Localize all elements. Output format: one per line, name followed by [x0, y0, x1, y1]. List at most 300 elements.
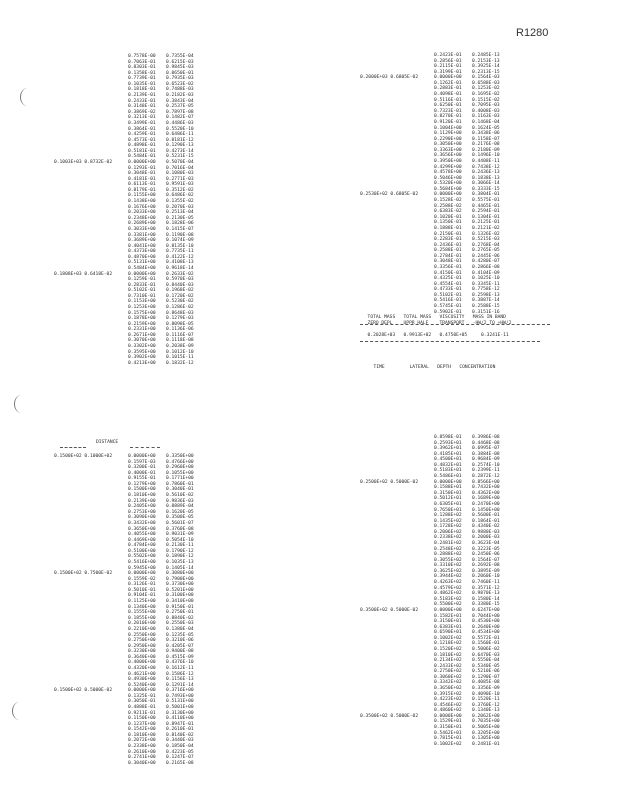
concentration-value: 0.3843E-04 — [166, 98, 194, 104]
position-value: 0.0000E+00 — [128, 571, 156, 577]
concentration-value: 0.1340E-13 — [472, 708, 500, 714]
position-value: 0.1340E+00 — [128, 604, 156, 610]
position-value: 0.2159E+00 — [128, 321, 156, 327]
concentration-value: 0.3380E-15 — [472, 602, 500, 608]
position-value: 0.5902E-01 — [434, 309, 462, 315]
concentration-value: 0.1838E-13 — [472, 175, 500, 181]
position-value: 0.1293E-01 — [128, 165, 156, 171]
concentration-value: 0.2000E-03 — [472, 535, 500, 541]
concentration-value: 0.3760E-08 — [166, 526, 194, 532]
position-value: 0.3595E+00 — [128, 349, 156, 355]
position-value: 0.1262E-01 — [434, 80, 462, 86]
position-value: 0.5181E-01 — [128, 148, 156, 154]
concentration-value: 0.6215E-03 — [166, 59, 194, 65]
data-block-top-left — [54, 54, 194, 366]
concentration-value: 0.9870E-13 — [472, 591, 500, 597]
position-value: 0.3363E+00 — [434, 147, 462, 153]
position-value: 0.1259E-01 — [128, 277, 156, 283]
position-value: 0.1810E+00 — [128, 732, 156, 738]
concentration-value: 0.2633E-02 — [166, 271, 194, 277]
concentration-value: 0.6247E+00 — [472, 607, 500, 613]
concentration-value: 0.7758E-12 — [472, 287, 500, 293]
position-value: 0.1500E+00 — [128, 487, 156, 493]
column-header-time: TIME — [373, 365, 385, 370]
concentration-value: 0.4108E-13 — [166, 260, 194, 266]
position-value: 0.4373E+00 — [128, 249, 156, 255]
summary-header-3: VISCOSITY — [439, 315, 465, 320]
position-value: 0.1575E+00 — [128, 310, 156, 316]
position-value: 0.3033E+00 — [128, 226, 156, 232]
position-value: 0.6250E-01 — [434, 103, 462, 109]
position-value: 0.2856E-01 — [434, 58, 462, 64]
concentration-value: 0.8181E-12 — [166, 137, 194, 143]
concentration-value: 0.7488E-03 — [166, 87, 194, 93]
concentration-value: 0.3887E-14 — [472, 298, 500, 304]
position-value: 0.8303E-01 — [128, 65, 156, 71]
position-value: 0.4578E+00 — [434, 170, 462, 176]
position-value: 0.2588E-01 — [434, 248, 462, 254]
position-value: 0.4098E-01 — [434, 92, 462, 98]
concentration-value: 0.1720E-02 — [166, 293, 194, 299]
position-value: 0.2033E+00 — [128, 210, 156, 216]
concentration-value: 0.2130E-11 — [166, 543, 194, 549]
concentration-value: 0.5070E-04 — [166, 159, 194, 165]
concentration-value: 0.2182E-03 — [166, 93, 194, 99]
position-value: 0.2423E-01 — [434, 53, 462, 58]
summary-subheader-2: UPPR HALF — [403, 321, 429, 326]
position-value: 0.3126E-01 — [128, 582, 156, 588]
data-block-top-right — [360, 53, 500, 315]
concentration-value: 0.3205E+00 — [472, 730, 500, 736]
position-value: 0.4325E-01 — [434, 276, 462, 282]
summary-header-2: TOTAL MASS — [403, 315, 432, 320]
position-value: 0.5046E+00 — [434, 175, 462, 181]
row-label: 0.1500E+02 0.7500E-02 — [54, 571, 113, 577]
distance-rule-right — [130, 447, 160, 448]
position-value: 0.3302E+00 — [128, 344, 156, 350]
position-value: 0.3950E+00 — [434, 158, 462, 164]
position-value: 0.4055E+00 — [128, 532, 156, 538]
position-value: 0.9155E-01 — [128, 476, 156, 482]
position-value: 0.3944E+02 — [434, 574, 462, 580]
position-value: 0.2338E+00 — [128, 744, 156, 750]
concentration-value: 0.1515E-02 — [472, 97, 500, 103]
concentration-value: 0.2692E-08 — [472, 563, 500, 569]
summary-value-4: 0.3241E-11 — [481, 333, 509, 338]
concentration-value: 0.1450E+00 — [472, 507, 500, 513]
concentration-value: 0.3438E-06 — [472, 131, 500, 137]
position-value: 0.3150E+01 — [434, 490, 462, 496]
position-value: 0.4041E+00 — [128, 243, 156, 249]
concentration-value: 0.2588E-15 — [472, 304, 500, 310]
table-row — [54, 761, 194, 767]
position-value: 0.1878E+00 — [128, 316, 156, 322]
concentration-value: 0.3210E-06 — [166, 638, 194, 644]
position-value: 0.1218E+02 — [434, 641, 462, 647]
concentration-value: 0.8648E-03 — [166, 310, 194, 316]
concentration-value: 0.1520E-11 — [472, 697, 500, 703]
position-value: 0.3200E-01 — [128, 465, 156, 471]
concentration-value: 0.2765E-05 — [472, 248, 500, 254]
position-value: 0.2784E-01 — [434, 253, 462, 259]
concentration-value: 0.1118E-08 — [166, 338, 194, 344]
concentration-value: 0.1828E-06 — [166, 221, 194, 227]
summary-rule-top — [360, 324, 550, 325]
position-value: 0.2010E+00 — [128, 621, 156, 627]
position-value: 0.2671E+00 — [128, 332, 156, 338]
position-value: 0.1588E+01 — [434, 485, 462, 491]
summary-value-1: 0.2028E+03 — [367, 333, 396, 338]
position-value: 0.4500E+01 — [434, 457, 462, 463]
position-value: 0.5484E+00 — [128, 265, 156, 271]
row-label — [54, 761, 128, 767]
position-value: 0.5462E+01 — [434, 730, 462, 736]
position-value: 0.3869E-02 — [128, 109, 156, 115]
concentration-value: 0.2768E-04 — [472, 242, 500, 248]
concentration-value: 0.5970E-03 — [166, 277, 194, 283]
position-value: 0.3356E-01 — [434, 264, 462, 270]
concentration-value: 0.2313E-15 — [472, 69, 500, 75]
concentration-value: 0.3986E-08 — [472, 435, 500, 440]
concentration-value: 0.1415E-07 — [166, 226, 194, 232]
concentration-value: 0.3500E-05 — [166, 515, 194, 521]
summary-value-3: 0.4750E+05 — [439, 333, 468, 338]
concentration-value: 0.5054E-10 — [166, 537, 194, 543]
position-value: 0.1528E-02 — [434, 198, 462, 204]
position-value: 0.1582E+01 — [434, 613, 462, 619]
position-value: 0.3342E+02 — [434, 680, 462, 686]
position-value: 0.4784E+00 — [128, 543, 156, 549]
concentration-value: 0.5550E-04 — [472, 658, 500, 664]
row-label: 0.2000E+03 0.6805E-02 — [360, 75, 419, 81]
concentration-value: 0.6486E-11 — [166, 132, 194, 138]
position-value: 0.7578E-00 — [128, 54, 156, 59]
position-value: 0.4554E-01 — [434, 281, 462, 287]
position-value: 0.5100E+00 — [128, 548, 156, 554]
concentration-value: 0.1496E-10 — [472, 153, 500, 159]
concentration-value: 0.2537E-05 — [166, 104, 194, 110]
position-value: 0.5486E+01 — [434, 474, 462, 480]
concentration-value: 0.1290E-07 — [472, 674, 500, 680]
concentration-value: 0.2038E-09 — [166, 344, 194, 350]
concentration-value: 0.2176E-08 — [472, 142, 500, 148]
position-value: 0.1253E+00 — [128, 305, 156, 311]
concentration-value: 0.2866E-08 — [472, 264, 500, 270]
concentration-value: 0.1136E-06 — [166, 327, 194, 333]
position-value: 0.1155E+00 — [128, 193, 156, 199]
position-value: 0.5131E+00 — [128, 260, 156, 266]
concentration-value: 0.3356E-09 — [472, 686, 500, 692]
position-value: 0.3902E+00 — [128, 355, 156, 361]
concentration-value: 0.7900E+00 — [166, 576, 194, 582]
punch-hole-middle — [14, 395, 29, 413]
position-value: 0.4469E+00 — [128, 537, 156, 543]
summary-header-1: TOTAL MASS — [367, 315, 396, 320]
concentration-value: 0.1291E-14 — [166, 682, 194, 688]
concentration-value: 0.4486E-03 — [166, 120, 194, 126]
concentration-value: 0.1790E-12 — [166, 548, 194, 554]
position-value: 0.2338E+02 — [434, 535, 462, 541]
position-value: 0.3050E-01 — [128, 699, 156, 705]
concentration-value: 0.1074E-09 — [166, 238, 194, 244]
concentration-value: 0.1355E-02 — [166, 199, 194, 205]
concentration-value: 0.2872E-12 — [472, 474, 500, 480]
concentration-value: 0.5601E-07 — [166, 520, 194, 526]
position-value: 0.1350E-01 — [434, 220, 462, 226]
concentration-value: 0.3333E-15 — [472, 186, 500, 192]
concentration-value: 0.5610E-02 — [166, 493, 194, 499]
position-value: 0.4185E+01 — [434, 451, 462, 457]
concentration-value: 0.1580E-14 — [472, 596, 500, 602]
position-value: 0.1676E+00 — [128, 204, 156, 210]
position-value: 0.3060E+02 — [434, 674, 462, 680]
concentration-value: 0.5575E-01 — [472, 198, 500, 204]
concentration-value: 0.5230E-02 — [166, 299, 194, 305]
concentration-value: 0.7860E-01 — [166, 481, 194, 487]
position-value: 0.7650E+01 — [434, 507, 462, 513]
position-value: 0.1438E+00 — [128, 199, 156, 205]
position-value: 0.8598E-01 — [434, 435, 462, 440]
position-value: 0.1529E+01 — [434, 719, 462, 725]
concentration-value: 0.7035E+00 — [472, 719, 500, 725]
column-headers — [368, 360, 495, 370]
concentration-value: 0.5001E+00 — [166, 705, 194, 711]
concentration-value: 0.1304E-01 — [472, 214, 500, 220]
concentration-value: 0.2180E-09 — [472, 147, 500, 153]
data-block-bottom-left — [54, 454, 194, 766]
position-value: 0.5320E+00 — [434, 181, 462, 187]
position-value: 0.3864E-01 — [128, 126, 156, 132]
concentration-value: 0.4104E-09 — [472, 270, 500, 276]
concentration-value: 0.9836E-03 — [166, 498, 194, 504]
position-value: 0.1542E+00 — [128, 727, 156, 733]
position-value: 0.3650E+00 — [128, 526, 156, 532]
concentration-value: 0.3571E-12 — [472, 585, 500, 591]
concentration-value: 0.1326E-02 — [472, 231, 500, 237]
position-value: 0.2436E-01 — [434, 242, 462, 248]
concentration-value: 0.1012E-10 — [166, 349, 194, 355]
position-value: 0.2072E+00 — [128, 738, 156, 744]
concentration-value: 0.2550E-03 — [166, 621, 194, 627]
summary-subheader-4: -HW/2 TO +HW/2 — [472, 321, 512, 326]
concentration-value: 0.1080E-03 — [166, 171, 194, 177]
position-value: 0.4181E-01 — [128, 176, 156, 182]
position-value: 0.3432E+00 — [128, 520, 156, 526]
concentration-value: 0.7460E-11 — [472, 580, 500, 586]
position-value: 0.5102E-01 — [128, 288, 156, 294]
concentration-value: 0.1025E-10 — [472, 276, 500, 282]
concentration-value: 0.1035E-13 — [166, 559, 194, 565]
position-value: 0.4259E-01 — [128, 132, 156, 138]
position-value: 0.2950E+00 — [128, 643, 156, 649]
concentration-value: 0.9150E-01 — [166, 604, 194, 610]
concentration-value: 0.1380E-04 — [166, 626, 194, 632]
concentration-value: 0.4273E-14 — [166, 148, 194, 154]
distance-title: DISTANCE — [96, 440, 119, 445]
concentration-value: 0.2771E-03 — [166, 176, 194, 182]
concentration-value: 0.4376E-10 — [166, 660, 194, 666]
concentration-value: 0.6523E-02 — [166, 81, 194, 87]
concentration-value: 0.3130E+00 — [166, 710, 194, 716]
concentration-value: 0.1235E-05 — [166, 632, 194, 638]
position-value: 0.4263E+02 — [434, 580, 462, 586]
position-value: 0.4223E+02 — [434, 697, 462, 703]
concentration-value: 0.1190E-08 — [166, 232, 194, 238]
position-value: 0.1004E+00 — [434, 125, 462, 131]
position-value: 0.3625E+02 — [434, 568, 462, 574]
concentration-value: 0.8135E-10 — [166, 243, 194, 249]
concentration-value: 0.5201E+00 — [166, 587, 194, 593]
concentration-value: 0.2399E-11 — [472, 468, 500, 474]
concentration-value: 0.8566E+00 — [472, 479, 500, 485]
table-row — [360, 742, 500, 748]
position-value: 0.7739E-01 — [128, 76, 156, 82]
position-value: 0.0000E+00 — [434, 607, 462, 613]
position-value: 0.1279E+00 — [128, 481, 156, 487]
concentration-value: 0.4110E+00 — [166, 716, 194, 722]
position-value: 0.4733E-01 — [434, 287, 462, 293]
position-value: 0.5502E+00 — [128, 554, 156, 560]
position-value: 0.2750E+02 — [434, 669, 462, 675]
concentration-value: 0.3760E-12 — [472, 702, 500, 708]
concentration-value: 0.2130E-05 — [166, 215, 194, 221]
position-value: 0.2750E+00 — [128, 638, 156, 644]
position-value: 0.7310E-01 — [128, 293, 156, 299]
concentration-value: 0.1560E-01 — [472, 641, 500, 647]
concentration-value: 0.3410E+00 — [166, 599, 194, 605]
concentration-value: 0.1405E-14 — [166, 565, 194, 571]
position-value: 0.4621E+00 — [128, 671, 156, 677]
position-value: 0.5240E+00 — [128, 682, 156, 688]
position-value: 0.1150E+00 — [128, 716, 156, 722]
concentration-value: 0.3066E-14 — [472, 181, 500, 187]
concentration-value: 0.4085E-08 — [472, 680, 500, 686]
position-value: 0.5183E+01 — [434, 468, 462, 474]
concentration-value: 0.1689E+00 — [472, 496, 500, 502]
row-label: 0.1500E+02 0.5000E-02 — [54, 688, 113, 694]
concentration-value: 0.4530E+00 — [472, 619, 500, 625]
concentration-value: 0.1564E-03 — [472, 75, 500, 81]
concentration-value: 0.5572E-01 — [472, 635, 500, 641]
punch-hole-bottom — [12, 702, 27, 720]
concentration-value: 0.5231E-15 — [166, 154, 194, 160]
concentration-value: 0.2513E-04 — [166, 210, 194, 216]
position-value: 0.1035E-01 — [128, 81, 156, 87]
position-value: 0.2283E-01 — [434, 237, 462, 243]
concentration-value: 0.4766E+00 — [166, 459, 194, 465]
concentration-value: 0.1624E-05 — [472, 125, 500, 131]
concentration-value: 0.9618E-14 — [166, 265, 194, 271]
concentration-value: 0.1564E-07 — [472, 557, 500, 563]
concentration-value: 0.1305E+00 — [472, 736, 500, 742]
concentration-value: 0.3884E-08 — [472, 451, 500, 457]
position-value: 0.1559E-02 — [128, 576, 156, 582]
position-value: 0.2150E-01 — [434, 231, 462, 237]
position-value: 0.5945E+00 — [128, 565, 156, 571]
position-value: 0.2210E+00 — [128, 626, 156, 632]
position-value: 0.3090E+00 — [128, 515, 156, 521]
position-value: 0.1358E-01 — [128, 70, 156, 76]
row-label: 0.2530E+02 0.6805E-02 — [360, 192, 419, 198]
concentration-value: 0.8889E-04 — [166, 504, 194, 510]
concentration-value: 0.4008E-03 — [472, 108, 500, 114]
column-header-lateral: LATERAL — [409, 365, 429, 370]
concentration-value: 0.2062E+00 — [472, 713, 500, 719]
position-value: 0.6590E+01 — [434, 630, 462, 636]
position-value: 0.2139E-01 — [128, 93, 156, 99]
position-value: 0.3689E+00 — [128, 238, 156, 244]
position-value: 0.2548E+02 — [434, 546, 462, 552]
position-value: 0.3650E+02 — [434, 686, 462, 692]
concentration-value: 0.2485E-13 — [472, 53, 500, 58]
row-label: 0.1500E+02 0.1000E+02 — [54, 454, 113, 459]
concentration-value: 0.2125E-01 — [472, 220, 500, 226]
concentration-value: 0.4340E-02 — [472, 524, 500, 530]
page-identifier: R1280 — [516, 27, 549, 39]
position-value: 0.6305E+01 — [434, 501, 462, 507]
position-value: 0.1435E+02 — [434, 518, 462, 524]
concentration-value: 0.2436E-13 — [472, 170, 500, 176]
position-value: 0.3055E+02 — [434, 557, 462, 563]
position-value: 0.5183E+02 — [434, 596, 462, 602]
summary-rule-bottom — [360, 341, 540, 342]
concentration-value: 0.9880E-03 — [472, 529, 500, 535]
concentration-value: 0.1890E-12 — [166, 554, 194, 560]
position-value: 0.1888E-01 — [434, 225, 462, 231]
position-value: 0.5416E+00 — [128, 559, 156, 565]
concentration-value: 0.1620E-05 — [166, 509, 194, 515]
concentration-value: 0.3730E+00 — [166, 582, 194, 588]
position-value: 0.1002E+02 — [434, 635, 462, 641]
concentration-value: 0.1850E-04 — [166, 744, 194, 750]
concentration-value: 0.5520E-10 — [166, 126, 194, 132]
position-value: 0.2588E-02 — [434, 203, 462, 209]
position-value: 0.8179E-01 — [128, 187, 156, 193]
position-value: 0.4870E+00 — [128, 254, 156, 260]
concentration-value: 0.2165E-08 — [166, 760, 194, 766]
concentration-value: 0.5215E-03 — [472, 237, 500, 243]
position-value: 0.1728E+02 — [434, 524, 462, 530]
concentration-value: 0.3925E-14 — [472, 64, 500, 70]
concentration-value: 0.7044E+00 — [472, 613, 500, 619]
position-value: 0.4000E-01 — [128, 470, 156, 476]
position-value: 0.1125E+00 — [128, 599, 156, 605]
concentration-value: 0.5210E-06 — [472, 669, 500, 675]
position-value: 0.2481E+02 — [434, 540, 462, 546]
position-value: 0.0000E+00 — [128, 688, 156, 694]
position-value: 0.3640E+00 — [128, 654, 156, 660]
concentration-value: 0.4205E-07 — [166, 643, 194, 649]
position-value: 0.4888E-01 — [128, 705, 156, 711]
row-label: 0.3500E+02 0.5000E-02 — [360, 713, 419, 719]
position-value: 0.4320E+00 — [128, 665, 156, 671]
concentration-value: 0.3080E+00 — [166, 571, 194, 577]
concentration-value: 0.4223E-05 — [166, 749, 194, 755]
position-value: 0.3148E-01 — [128, 104, 156, 110]
column-header-concentration: CONCENTRATION — [459, 365, 496, 370]
concentration-value: 0.1286E-02 — [166, 305, 194, 311]
position-value: 0.1002E+02 — [434, 741, 462, 747]
position-value: 0.4579E+02 — [434, 585, 462, 591]
concentration-value: 0.3223E-05 — [472, 546, 500, 552]
concentration-value: 0.2450E-06 — [472, 552, 500, 558]
concentration-value: 0.1864E-01 — [472, 518, 500, 524]
position-value: 0.2331E+00 — [128, 327, 156, 333]
position-value: 0.3962E+01 — [434, 446, 462, 452]
concentration-value: 0.4362E+00 — [472, 490, 500, 496]
concentration-value: 0.2640E+00 — [472, 624, 500, 630]
position-value: 0.7063E-01 — [128, 59, 156, 65]
